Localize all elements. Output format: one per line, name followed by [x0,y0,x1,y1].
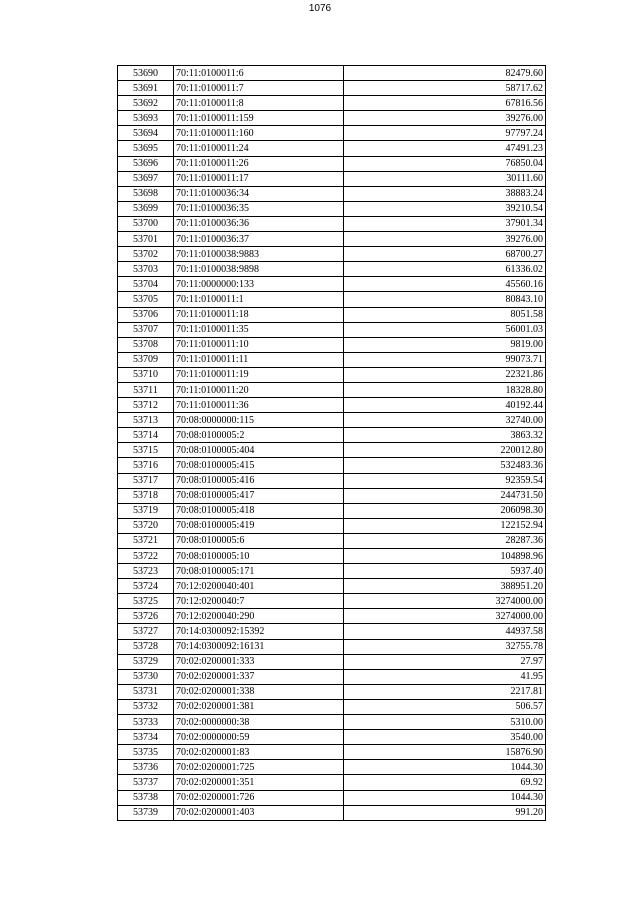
row-number-cell: 53718 [118,488,174,503]
cadastral-number-cell: 70:02:0200001:725 [174,760,344,775]
value-cell: 9819.00 [344,337,546,352]
table-row [118,398,546,413]
table-row [118,790,546,805]
row-number-cell: 53705 [118,292,174,307]
row-number-cell: 53729 [118,654,174,669]
table-row [118,126,546,141]
page-number: 1076 [308,3,332,14]
table-row [118,277,546,292]
table-row [118,337,546,352]
value-cell: 3274000.00 [344,594,546,609]
value-cell: 39276.00 [344,232,546,247]
cadastral-number-cell: 70:11:0000000:133 [174,277,344,292]
table-row [118,171,546,186]
value-cell: 220012.80 [344,443,546,458]
value-cell: 1044.30 [344,760,546,775]
row-number-cell: 53737 [118,775,174,790]
table-row [118,699,546,714]
cadastral-number-cell: 70:11:0100011:26 [174,156,344,171]
value-cell: 67816.56 [344,96,546,111]
cadastral-number-cell: 70:11:0100011:6 [174,66,344,81]
row-number-cell: 53719 [118,503,174,518]
cadastral-number-cell: 70:11:0100011:18 [174,307,344,322]
cadastral-number-cell: 70:11:0100011:159 [174,111,344,126]
row-number-cell: 53716 [118,458,174,473]
table-row [118,307,546,322]
row-number-cell: 53700 [118,216,174,231]
row-number-cell: 53712 [118,398,174,413]
cadastral-number-cell: 70:11:0100011:35 [174,322,344,337]
cadastral-number-cell: 70:11:0100011:20 [174,382,344,397]
row-number-cell: 53733 [118,715,174,730]
row-number-cell: 53709 [118,352,174,367]
row-number-cell: 53720 [118,518,174,533]
value-cell: 206098.30 [344,503,546,518]
cadastral-number-cell: 70:08:0100005:419 [174,518,344,533]
table-row [118,684,546,699]
row-number-cell: 53725 [118,594,174,609]
row-number-cell: 53699 [118,201,174,216]
table-row [118,186,546,201]
cadastral-number-cell: 70:11:0100011:36 [174,398,344,413]
row-number-cell: 53690 [118,66,174,81]
cadastral-number-cell: 70:12:0200040:401 [174,579,344,594]
cadastral-number-cell: 70:11:0100011:24 [174,141,344,156]
row-number-cell: 53693 [118,111,174,126]
cadastral-number-cell: 70:12:0200040:290 [174,609,344,624]
cadastral-number-cell: 70:08:0100005:415 [174,458,344,473]
cadastral-number-cell: 70:02:0200001:381 [174,699,344,714]
table-row [118,503,546,518]
value-cell: 30111.60 [344,171,546,186]
value-cell: 3540.00 [344,730,546,745]
row-number-cell: 53730 [118,669,174,684]
cadastral-number-cell: 70:11:0100011:160 [174,126,344,141]
table-row [118,533,546,548]
row-number-cell: 53731 [118,684,174,699]
table-row [118,609,546,624]
value-cell: 532483.36 [344,458,546,473]
row-number-cell: 53721 [118,533,174,548]
row-number-cell: 53714 [118,428,174,443]
value-cell: 22321.86 [344,367,546,382]
cadastral-number-cell: 70:08:0100005:417 [174,488,344,503]
row-number-cell: 53736 [118,760,174,775]
cadastral-number-cell: 70:02:0000000:38 [174,715,344,730]
table-row [118,367,546,382]
cadastral-number-cell: 70:02:0200001:337 [174,669,344,684]
cadastral-number-cell: 70:08:0100005:418 [174,503,344,518]
value-cell: 28287.36 [344,533,546,548]
table-row [118,473,546,488]
table-row [118,247,546,262]
row-number-cell: 53735 [118,745,174,760]
cadastral-number-cell: 70:11:0100038:9883 [174,247,344,262]
row-number-cell: 53724 [118,579,174,594]
cadastral-number-cell: 70:02:0200001:338 [174,684,344,699]
value-cell: 97797.24 [344,126,546,141]
row-number-cell: 53739 [118,805,174,820]
value-cell: 32755.78 [344,639,546,654]
table-row [118,579,546,594]
value-cell: 40192.44 [344,398,546,413]
row-number-cell: 53728 [118,639,174,654]
row-number-cell: 53722 [118,549,174,564]
cadastral-number-cell: 70:14:0300092:15392 [174,624,344,639]
cadastral-number-cell: 70:11:0100011:17 [174,171,344,186]
row-number-cell: 53697 [118,171,174,186]
cadastral-number-cell: 70:11:0100011:10 [174,337,344,352]
value-cell: 5310.00 [344,715,546,730]
cadastral-number-cell: 70:14:0300092:16131 [174,639,344,654]
table-row [118,413,546,428]
row-number-cell: 53738 [118,790,174,805]
cadastral-number-cell: 70:02:0200001:83 [174,745,344,760]
cadastral-number-cell: 70:11:0100011:8 [174,96,344,111]
cadastral-number-cell: 70:12:0200040:7 [174,594,344,609]
table-row [118,594,546,609]
row-number-cell: 53703 [118,262,174,277]
row-number-cell: 53713 [118,413,174,428]
value-cell: 37901.34 [344,216,546,231]
cadastral-number-cell: 70:11:0100036:36 [174,216,344,231]
row-number-cell: 53710 [118,367,174,382]
value-cell: 991.20 [344,805,546,820]
value-cell: 47491.23 [344,141,546,156]
table-row [118,141,546,156]
value-cell: 39276.00 [344,111,546,126]
table-row [118,96,546,111]
value-cell: 39210.54 [344,201,546,216]
table-row [118,443,546,458]
value-cell: 99073.71 [344,352,546,367]
table-row [118,262,546,277]
table-row [118,156,546,171]
row-number-cell: 53715 [118,443,174,458]
cadastral-number-cell: 70:11:0100011:1 [174,292,344,307]
cadastral-number-cell: 70:11:0100036:34 [174,186,344,201]
value-cell: 80843.10 [344,292,546,307]
row-number-cell: 53704 [118,277,174,292]
table-row [118,216,546,231]
row-number-cell: 53695 [118,141,174,156]
table-row [118,322,546,337]
row-number-cell: 53732 [118,699,174,714]
value-cell: 38883.24 [344,186,546,201]
table-row [118,488,546,503]
value-cell: 44937.58 [344,624,546,639]
table-row [118,639,546,654]
table-row [118,518,546,533]
table-row [118,81,546,96]
value-cell: 388951.20 [344,579,546,594]
table-row [118,111,546,126]
row-number-cell: 53707 [118,322,174,337]
cadastral-number-cell: 70:11:0100011:19 [174,367,344,382]
row-number-cell: 53701 [118,232,174,247]
table-body [118,66,546,821]
value-cell: 1044.30 [344,790,546,805]
value-cell: 58717.62 [344,81,546,96]
data-table [117,65,546,821]
table-row [118,549,546,564]
value-cell: 3863.32 [344,428,546,443]
table-row [118,352,546,367]
value-cell: 506.57 [344,699,546,714]
value-cell: 2217.81 [344,684,546,699]
cadastral-number-cell: 70:02:0000000:59 [174,730,344,745]
table-row [118,760,546,775]
table-row [118,775,546,790]
table-row [118,745,546,760]
value-cell: 76850.04 [344,156,546,171]
value-cell: 45560.16 [344,277,546,292]
cadastral-number-cell: 70:08:0100005:416 [174,473,344,488]
cadastral-number-cell: 70:11:0100011:7 [174,81,344,96]
value-cell: 27.97 [344,654,546,669]
value-cell: 92359.54 [344,473,546,488]
cadastral-number-cell: 70:02:0200001:333 [174,654,344,669]
table-row [118,428,546,443]
table-row [118,654,546,669]
row-number-cell: 53691 [118,81,174,96]
cadastral-number-cell: 70:02:0200001:351 [174,775,344,790]
cadastral-number-cell: 70:08:0100005:2 [174,428,344,443]
cadastral-number-cell: 70:11:0100011:11 [174,352,344,367]
table-row [118,624,546,639]
value-cell: 5937.40 [344,564,546,579]
row-number-cell: 53692 [118,96,174,111]
value-cell: 244731.50 [344,488,546,503]
cadastral-number-cell: 70:08:0100005:6 [174,533,344,548]
row-number-cell: 53727 [118,624,174,639]
table-row [118,201,546,216]
row-number-cell: 53717 [118,473,174,488]
value-cell: 18328.80 [344,382,546,397]
table-row [118,805,546,820]
cadastral-number-cell: 70:08:0100005:404 [174,443,344,458]
value-cell: 56001.03 [344,322,546,337]
row-number-cell: 53726 [118,609,174,624]
cadastral-number-cell: 70:11:0100038:9898 [174,262,344,277]
table-row [118,292,546,307]
cadastral-number-cell: 70:11:0100036:35 [174,201,344,216]
cadastral-number-cell: 70:02:0200001:403 [174,805,344,820]
table-row [118,715,546,730]
table-row [118,232,546,247]
row-number-cell: 53711 [118,382,174,397]
row-number-cell: 53708 [118,337,174,352]
row-number-cell: 53702 [118,247,174,262]
cadastral-number-cell: 70:11:0100036:37 [174,232,344,247]
row-number-cell: 53734 [118,730,174,745]
value-cell: 41.95 [344,669,546,684]
row-number-cell: 53698 [118,186,174,201]
table-row [118,382,546,397]
table-row [118,458,546,473]
cadastral-number-cell: 70:08:0100005:171 [174,564,344,579]
value-cell: 69.92 [344,775,546,790]
value-cell: 32740.00 [344,413,546,428]
row-number-cell: 53706 [118,307,174,322]
table-row [118,669,546,684]
value-cell: 8051.58 [344,307,546,322]
table-row [118,564,546,579]
cadastral-number-cell: 70:02:0200001:726 [174,790,344,805]
cadastral-number-cell: 70:08:0000000:115 [174,413,344,428]
value-cell: 122152.94 [344,518,546,533]
row-number-cell: 53694 [118,126,174,141]
value-cell: 104898.96 [344,549,546,564]
table-row [118,66,546,81]
value-cell: 15876.90 [344,745,546,760]
table-row [118,730,546,745]
row-number-cell: 53696 [118,156,174,171]
value-cell: 3274000.00 [344,609,546,624]
value-cell: 61336.02 [344,262,546,277]
cadastral-number-cell: 70:08:0100005:10 [174,549,344,564]
row-number-cell: 53723 [118,564,174,579]
value-cell: 68700.27 [344,247,546,262]
value-cell: 82479.60 [344,66,546,81]
